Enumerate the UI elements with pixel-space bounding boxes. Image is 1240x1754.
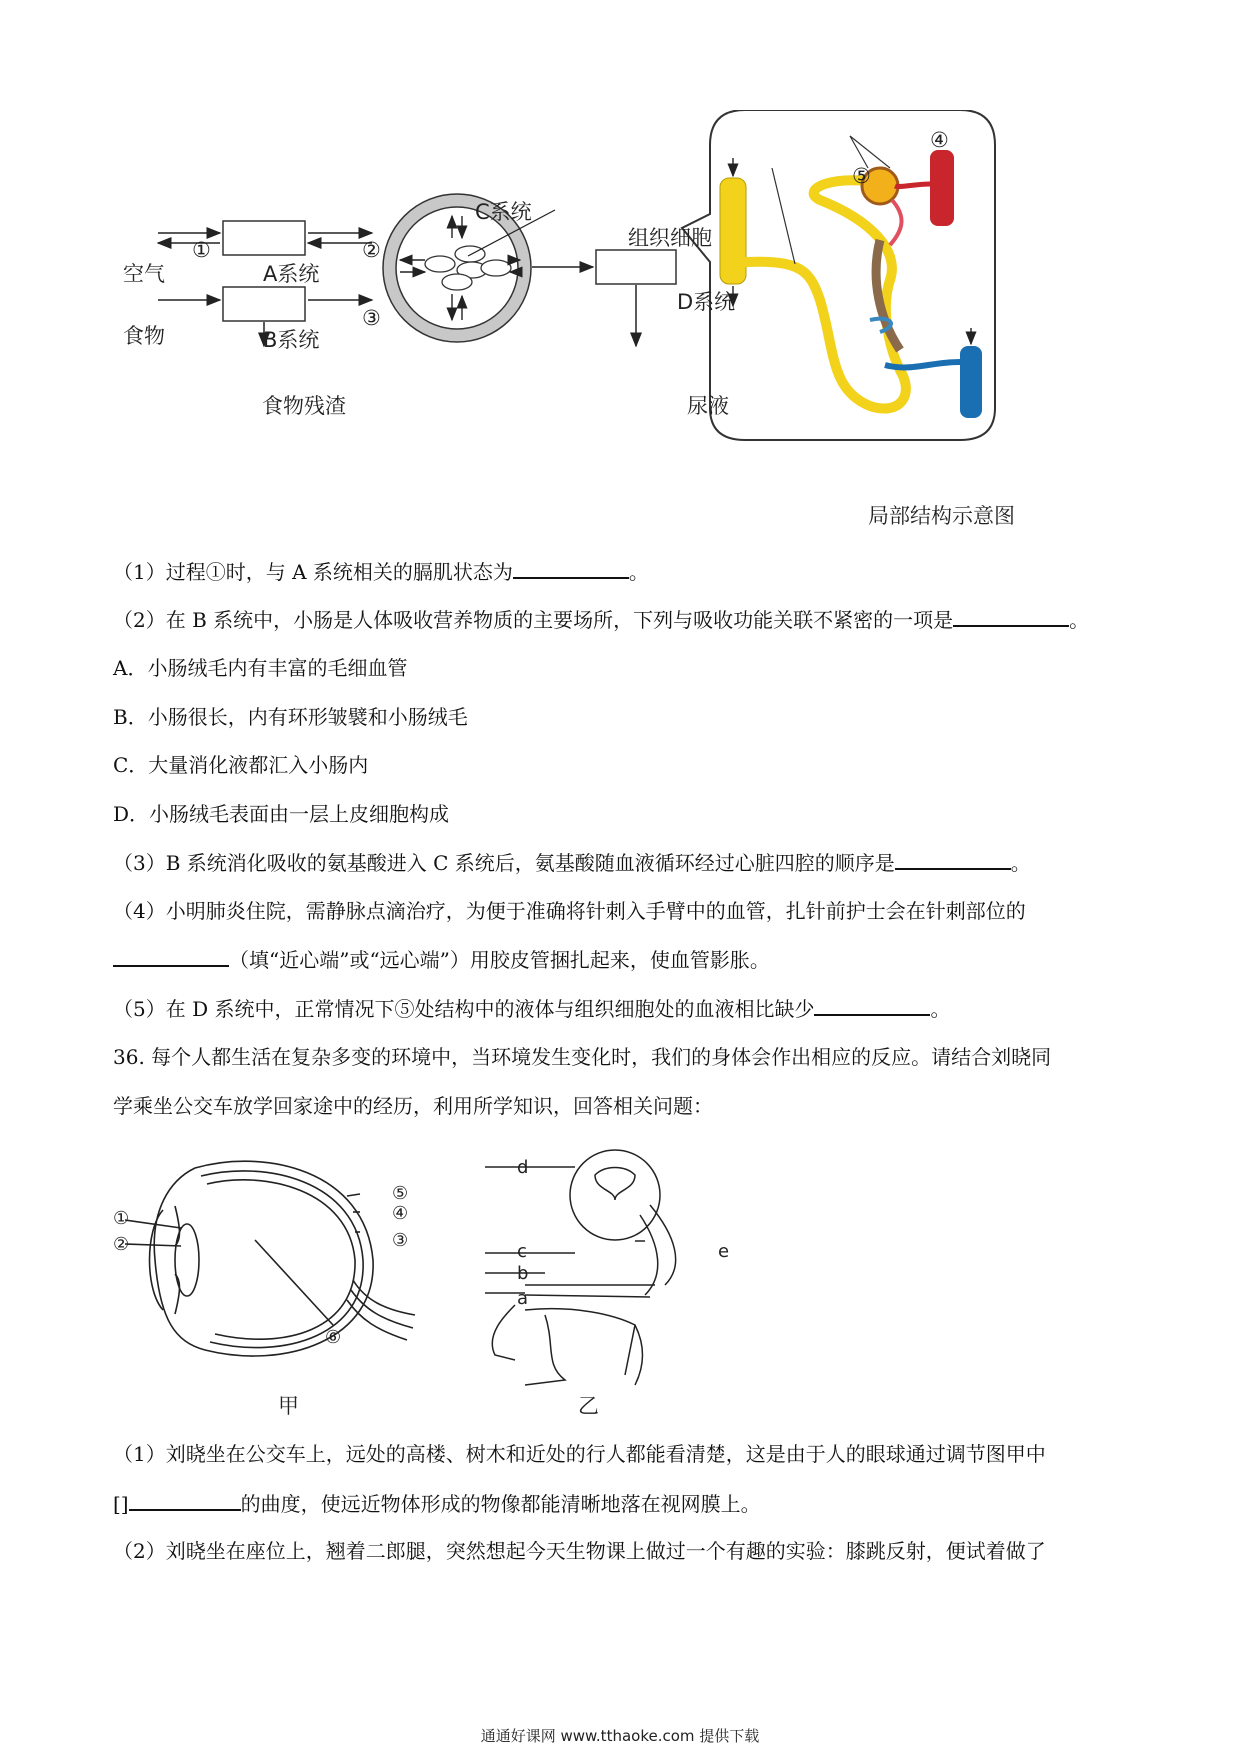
local-structure-caption: 局部结构示意图 (868, 504, 1015, 528)
eye-diagram (115, 1150, 435, 1380)
reflex-label-b: b (517, 1263, 529, 1284)
q35-part4-blank[interactable] (113, 945, 229, 967)
label-tissue-cells: 组织细胞 (628, 226, 712, 250)
reflex-label-d: d (517, 1157, 529, 1178)
reflex-caption: 乙 (578, 1394, 599, 1418)
eye-label-2: ② (113, 1234, 130, 1255)
b-system-box (223, 287, 305, 321)
q35-part1-end: 。 (628, 560, 649, 584)
q35-part2-blank[interactable] (953, 605, 1069, 627)
label-n4: ④ (930, 128, 949, 152)
option-a: A．小肠绒毛内有丰富的毛细血管 (113, 656, 408, 680)
q35-part5 (113, 994, 950, 1023)
reflex-label-e: e (718, 1241, 730, 1262)
label-urine: 尿液 (687, 394, 729, 418)
label-b-system: B系统 (263, 328, 320, 352)
q35-part3-blank[interactable] (895, 848, 1011, 870)
q35-part4-text: （填“近心端”或“远心端”）用胶皮管捆扎起来，使血管影胀。 (229, 948, 770, 972)
q35-part5-text: （5）在 D 系统中，正常情况下⑤处结构中的液体与组织细胞处的血液相比缺少 (113, 997, 815, 1021)
q35-part3 (113, 848, 1031, 877)
q35-part5-blank[interactable] (814, 994, 930, 1016)
label-d-system: D系统 (677, 290, 736, 314)
q36-intro-line2: 学乘坐公交车放学回家途中的经历，利用所学知识，回答相关问题： (113, 1094, 713, 1118)
eye-label-4: ④ (392, 1203, 409, 1224)
q36-part1-text: 的曲度，使远近物体形成的物像都能清晰地落在视网膜上。 (240, 1492, 761, 1516)
vein (960, 346, 982, 418)
q35-part2-end: 。 (1069, 608, 1090, 632)
label-a-system: A系统 (263, 262, 320, 286)
label-food: 食物 (123, 324, 165, 348)
collecting-duct (720, 178, 746, 284)
q35-part1 (113, 557, 649, 586)
q35-part3-end: 。 (1010, 851, 1031, 875)
eye-label-5: ⑤ (392, 1183, 409, 1204)
label-n1: ① (192, 238, 211, 262)
option-d: D．小肠绒毛表面由一层上皮细胞构成 (113, 802, 450, 826)
q35-part3-text: （3）B 系统消化吸收的氨基酸进入 C 系统后，氨基酸随血液循环经过心脏四腔的顺序是 (113, 851, 895, 875)
reflex-label-a: a (517, 1288, 529, 1309)
q35-part5-end: 。 (930, 997, 951, 1021)
q36-part1-line2 (113, 1489, 761, 1518)
q35-part1-blank[interactable] (513, 557, 629, 579)
q36-intro-line1: 36. 每个人都生活在复杂多变的环境中，当环境发生变化时，我们的身体会作出相应的反应。请结合刘晓同 (113, 1045, 1052, 1069)
eye-caption: 甲 (278, 1394, 299, 1418)
label-n2: ② (362, 238, 381, 262)
label-n5: ⑤ (852, 164, 871, 188)
label-air: 空气 (123, 262, 165, 286)
q35-part4-line2 (113, 945, 770, 974)
eye-label-6: ⑥ (325, 1327, 342, 1348)
a-system-box (223, 221, 305, 255)
q36-part1-bracket: [] (113, 1492, 129, 1516)
eye-label-1: ① (113, 1208, 130, 1229)
q36-part1-line1: （1）刘晓坐在公交车上，远处的高楼、树木和近处的行人都能看清楚，这是由于人的眼球通过调节图甲中 (113, 1442, 1046, 1466)
reflex-label-c: c (517, 1241, 527, 1262)
q36-part1-blank[interactable] (129, 1489, 241, 1511)
label-c-system: C系统 (475, 200, 532, 224)
q36-part2-line1: （2）刘晓坐在座位上，翘着二郎腿，突然想起今天生物课上做过一个有趣的实验：膝跳反射，便试着做了 (113, 1539, 1046, 1563)
label-n3: ③ (362, 306, 381, 330)
system-diagram-svg (100, 110, 1140, 540)
system-diagram (100, 110, 1140, 540)
d-system-box (596, 250, 676, 284)
q35-part2 (113, 605, 1089, 634)
footer: 通通好课网 www.tthaoke.com 提供下载 (480, 1727, 760, 1745)
option-c: C．大量消化液都汇入小肠内 (113, 753, 369, 777)
artery (930, 150, 954, 226)
label-food-residue: 食物残渣 (262, 394, 346, 418)
q35-part2-text: （2）在 B 系统中，小肠是人体吸收营养物质的主要场所，下列与吸收功能关联不紧密的一项是 (113, 608, 954, 632)
eye-label-3: ③ (392, 1230, 409, 1251)
q35-part4-line1: （4）小明肺炎住院，需静脉点滴治疗，为便于准确将针刺入手臂中的血管，扎针前护士会在针刺部位的 (113, 899, 1026, 923)
q35-part1-text: （1）过程①时，与 A 系统相关的膈肌状态为 (113, 560, 513, 584)
option-b: B．小肠很长，内有环形皱襞和小肠绒毛 (113, 705, 468, 729)
eye-diagram-svg (115, 1150, 435, 1380)
